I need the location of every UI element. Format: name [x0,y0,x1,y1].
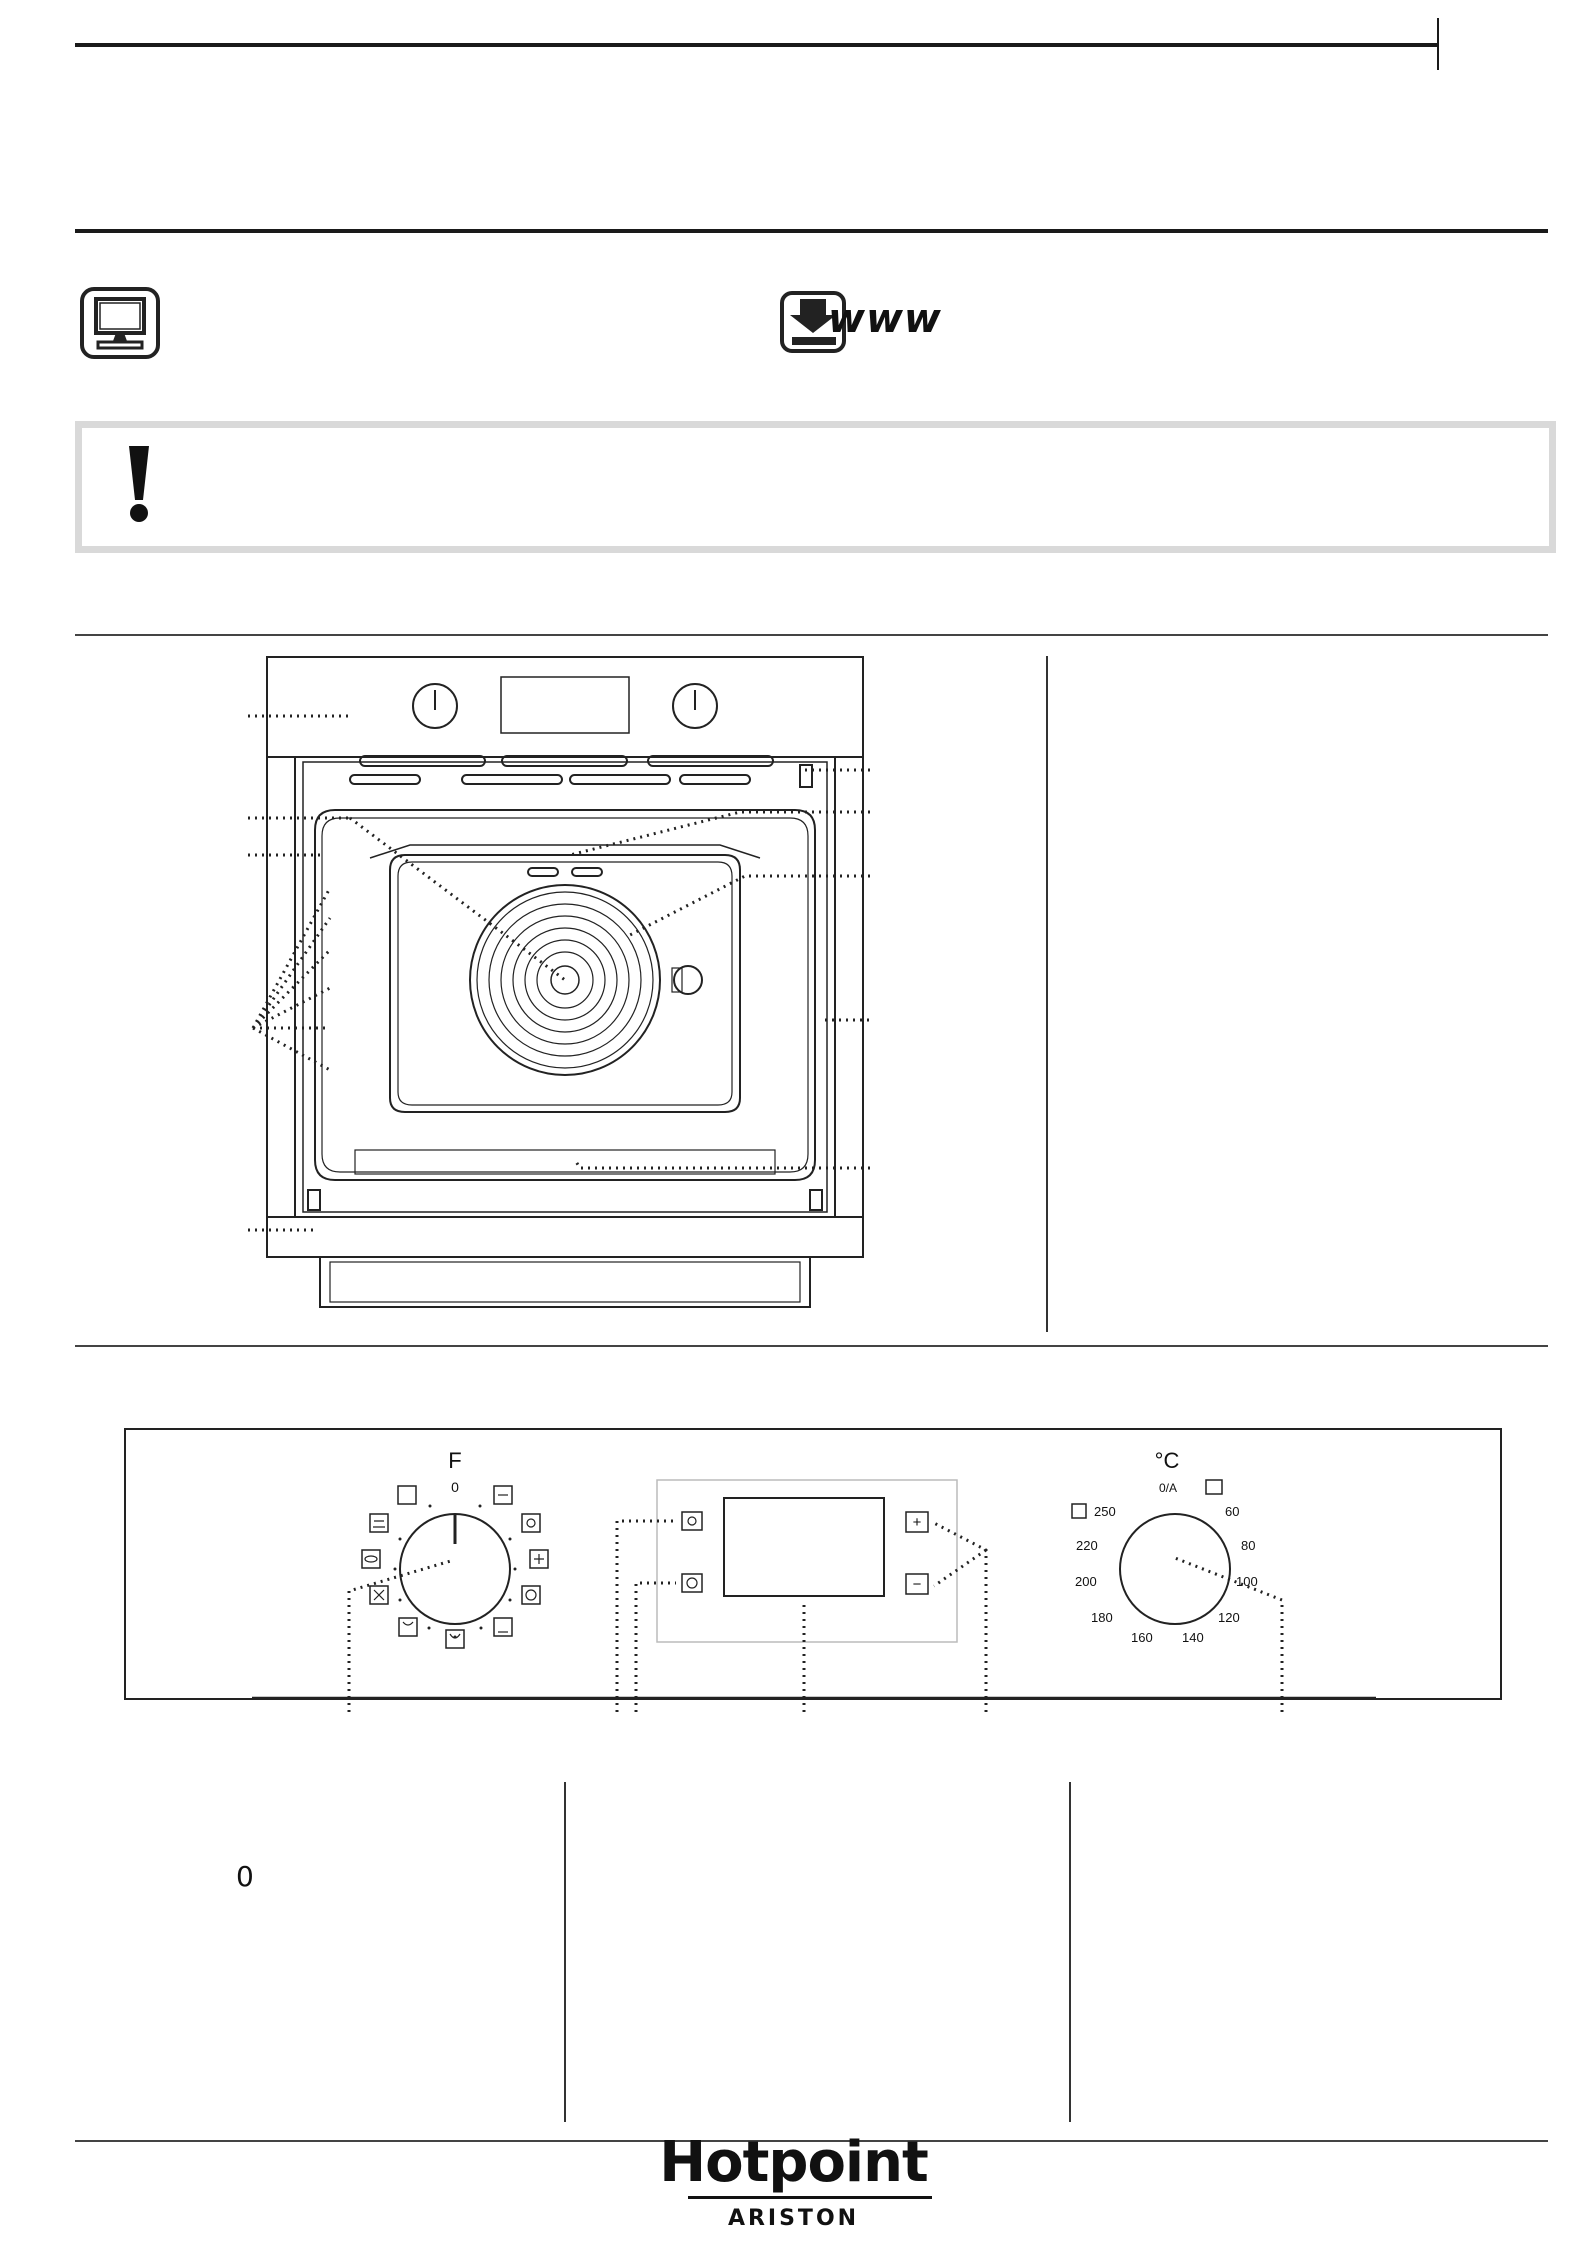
warning-box [75,421,1556,553]
temperature-square-icon [1072,1504,1086,1518]
temperature-dough-icon [1206,1480,1222,1494]
temp-100: 100 [1236,1574,1258,1589]
function-bottom-heat-icon [446,1630,464,1648]
minus-button[interactable] [906,1574,928,1594]
brand-logo-name: Hotpoint [659,2130,928,2195]
exclamation-icon [125,444,153,524]
temp-250: 250 [1094,1504,1116,1519]
function-top-heat-icon [399,1618,417,1636]
plus-label: + [912,1514,922,1531]
function-fan-icon [522,1586,540,1604]
brand-logo-subtitle: ARISTON [727,2206,860,2231]
temp-140: 140 [1182,1630,1204,1645]
lamp-button[interactable] [682,1512,702,1530]
function-knob-label: F [448,1448,462,1473]
download-www-text: www [828,296,942,342]
diagram-divider [1046,656,1048,1332]
oven-diagram [240,650,880,1320]
temp-180: 180 [1091,1610,1113,1625]
function-knob[interactable] [400,1514,510,1624]
clock-button[interactable] [682,1574,702,1592]
control-panel [124,1428,1502,1713]
header-rule [75,229,1548,233]
top-rule [75,43,1439,47]
temperature-off-label: 0/A [1158,1481,1178,1495]
plus-button[interactable] [906,1512,928,1532]
temp-220: 220 [1076,1538,1098,1553]
temp-160: 160 [1131,1630,1153,1645]
minus-label: − [912,1576,922,1593]
temperature-unit-label: °C [1154,1448,1180,1473]
column-divider-2 [1069,1782,1071,2122]
section-rule-2 [75,1345,1548,1347]
function-zero-position-label: 0 [236,1860,254,1893]
function-pizza-icon [370,1514,388,1532]
function-bake-icon [494,1618,512,1636]
column-divider-1 [564,1782,566,2122]
section-rule-1 [75,634,1548,636]
display-screen [724,1498,884,1596]
temp-80: 80 [1241,1538,1256,1553]
function-grill-icon [522,1514,540,1532]
computer-icon [80,287,160,359]
temperature-knob[interactable] [1120,1514,1230,1624]
temp-200: 200 [1075,1574,1097,1589]
temp-60: 60 [1225,1504,1240,1519]
top-rule-end [1437,18,1439,70]
function-off-icon [398,1486,416,1504]
brand-logo-underline [688,2196,932,2199]
function-knob-zero: 0 [451,1479,459,1495]
temp-120: 120 [1218,1610,1240,1625]
